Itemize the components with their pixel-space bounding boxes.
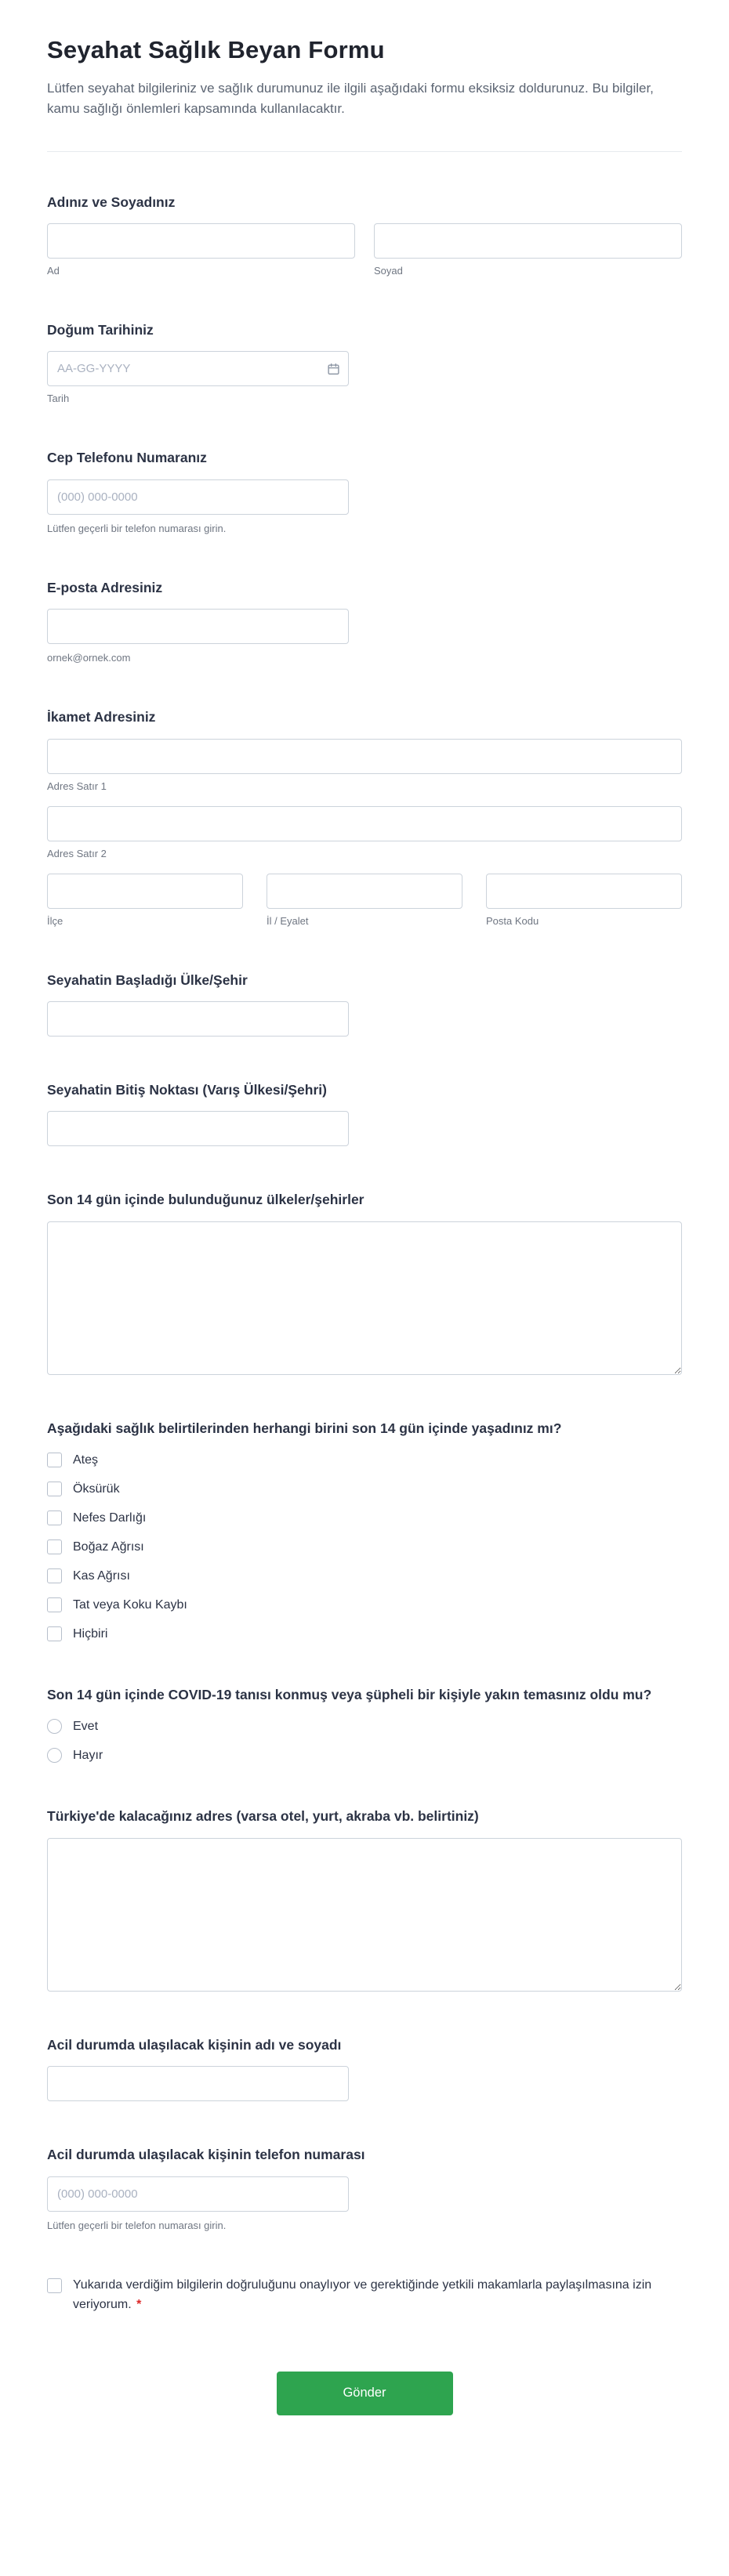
address-line2-sublabel: Adres Satır 2	[47, 847, 107, 859]
symptoms-label: Aşağıdaki sağlık belirtilerinden herhangi birini son 14 gün içinde yaşadınız mı?	[47, 1420, 562, 1436]
field-symptoms	[47, 1419, 682, 1641]
covid-contact-option-yes[interactable]	[47, 1719, 98, 1734]
symptom-option-sore-throat[interactable]	[47, 1539, 144, 1554]
field-visited-places	[47, 1190, 682, 1374]
symptom-option-fever[interactable]	[47, 1453, 98, 1467]
emergency-name-label: Acil durumda ulaşılacak kişinin adı ve soyadı	[47, 2036, 342, 2053]
address-state-sublabel: İl / Eyalet	[267, 914, 309, 927]
symptom-option-none[interactable]	[47, 1626, 107, 1641]
symptom-option-label: Nefes Darlığı	[73, 1511, 147, 1525]
trip-origin-label: Seyahatin Başladığı Ülke/Şehir	[47, 971, 248, 988]
symptom-checkbox-loss-of-taste-smell[interactable]	[47, 1597, 62, 1612]
stay-address-textarea[interactable]	[47, 1838, 682, 1992]
consent-text	[73, 2275, 682, 2315]
first-name-input[interactable]	[47, 223, 355, 259]
field-phone	[47, 448, 682, 534]
field-trip-destination	[47, 1080, 682, 1146]
header-divider	[47, 151, 682, 152]
field-residence-address	[47, 707, 682, 926]
last-name-input[interactable]	[374, 223, 682, 259]
symptom-option-label: Ateş	[73, 1453, 99, 1467]
covid-contact-options	[47, 1719, 682, 1763]
address-zip-input[interactable]	[486, 874, 682, 909]
field-consent[interactable]	[47, 2275, 682, 2315]
visited-places-label: Son 14 gün içinde bulunduğunuz ülkeler/şehirler	[47, 1192, 364, 1208]
birth-date-sublabel: Tarih	[47, 393, 70, 405]
symptom-checkbox-cough[interactable]	[47, 1482, 62, 1496]
form-subtitle: Lütfen seyahat bilgileriniz ve sağlık durumunuz ile ilgili aşağıdaki formu eksiksiz doldurunuz. Bu bilgiler, kamu sağlığı önlemleri kapsamında kullanılacaktır.	[47, 81, 654, 117]
residence-address-label: İkamet Adresiniz	[47, 709, 156, 725]
page-title: Seyahat Sağlık Beyan Formu	[47, 36, 385, 63]
address-line1-input[interactable]	[47, 739, 682, 774]
phone-helper-text: Lütfen geçerli bir telefon numarası girin.	[47, 522, 227, 534]
covid-contact-label: Son 14 gün içinde COVID-19 tanısı konmuş veya şüpheli bir kişiyle yakın temasınız oldu mu?	[47, 1687, 652, 1703]
symptom-option-label: Tat veya Koku Kaybı	[73, 1597, 187, 1612]
covid-contact-radio-yes[interactable]	[47, 1719, 62, 1734]
address-zip-sublabel: Posta Kodu	[486, 914, 539, 927]
symptoms-options	[47, 1453, 682, 1641]
field-email	[47, 578, 682, 664]
trip-destination-label: Seyahatin Bitiş Noktası (Varış Ülkesi/Şehri)	[47, 1081, 327, 1098]
symptom-option-cough[interactable]	[47, 1482, 120, 1496]
field-stay-address	[47, 1807, 682, 1991]
email-label: E-posta Adresiniz	[47, 579, 163, 595]
emergency-phone-label: Acil durumda ulaşılacak kişinin telefon numarası	[47, 2147, 365, 2163]
field-birth-date	[47, 320, 682, 404]
symptom-option-shortness-of-breath[interactable]	[47, 1511, 146, 1525]
email-helper-text: ornek@ornek.com	[47, 652, 131, 664]
symptom-checkbox-muscle-pain[interactable]	[47, 1568, 62, 1583]
emergency-name-input[interactable]	[47, 2066, 349, 2101]
trip-origin-input[interactable]	[47, 1001, 349, 1037]
trip-destination-input[interactable]	[47, 1111, 349, 1146]
consent-checkbox[interactable]	[47, 2278, 62, 2293]
symptom-option-label: Hiçbiri	[73, 1626, 108, 1641]
phone-input[interactable]	[47, 479, 349, 515]
field-emergency-phone	[47, 2145, 682, 2230]
symptom-option-muscle-pain[interactable]	[47, 1568, 130, 1583]
symptom-option-loss-of-taste-smell[interactable]	[47, 1597, 187, 1612]
field-covid-contact	[47, 1685, 682, 1763]
address-line1-sublabel: Adres Satır 1	[47, 780, 107, 792]
full-name-label: Adınız ve Soyadınız	[47, 194, 176, 210]
address-city-input[interactable]	[47, 874, 243, 909]
covid-contact-option-label: Evet	[73, 1719, 99, 1733]
emergency-phone-input[interactable]	[47, 2176, 349, 2212]
symptom-option-label: Boğaz Ağrısı	[73, 1539, 144, 1554]
address-city-sublabel: İlçe	[47, 914, 63, 927]
address-line2-input[interactable]	[47, 806, 682, 841]
field-full-name	[47, 193, 682, 277]
first-name-sublabel: Ad	[47, 265, 60, 277]
covid-contact-option-no[interactable]	[47, 1748, 103, 1763]
symptom-checkbox-none[interactable]	[47, 1626, 62, 1641]
birth-date-input[interactable]	[47, 351, 349, 386]
visited-places-textarea[interactable]	[47, 1221, 682, 1375]
symptom-checkbox-sore-throat[interactable]	[47, 1539, 62, 1554]
consent-label: Yukarıda verdiğim bilgilerin doğruluğunu onaylıyor ve gerektiğinde yetkili makamlarla paylaşılmasına izin veriyorum.	[73, 2278, 652, 2312]
submit-button[interactable]: Gönder	[277, 2372, 453, 2415]
address-state-input[interactable]	[267, 874, 462, 909]
last-name-sublabel: Soyad	[374, 265, 403, 277]
email-input[interactable]	[47, 609, 349, 644]
birth-date-label: Doğum Tarihiniz	[47, 322, 154, 338]
field-trip-origin	[47, 971, 682, 1037]
symptom-option-label: Kas Ağrısı	[73, 1568, 130, 1583]
symptom-option-label: Öksürük	[73, 1482, 120, 1496]
form-header	[47, 36, 682, 120]
submit-row	[47, 2372, 682, 2415]
covid-contact-option-label: Hayır	[73, 1748, 103, 1762]
emergency-phone-helper-text: Lütfen geçerli bir telefon numarası girin.	[47, 2219, 227, 2231]
phone-label: Cep Telefonu Numaranız	[47, 450, 207, 466]
required-asterisk: *	[136, 2298, 142, 2312]
symptom-checkbox-fever[interactable]	[47, 1453, 62, 1467]
field-emergency-name	[47, 2035, 682, 2101]
stay-address-label: Türkiye'de kalacağınız adres (varsa otel, yurt, akraba vb. belirtiniz)	[47, 1808, 479, 1825]
covid-contact-radio-no[interactable]	[47, 1748, 62, 1763]
symptom-checkbox-shortness-of-breath[interactable]	[47, 1511, 62, 1525]
